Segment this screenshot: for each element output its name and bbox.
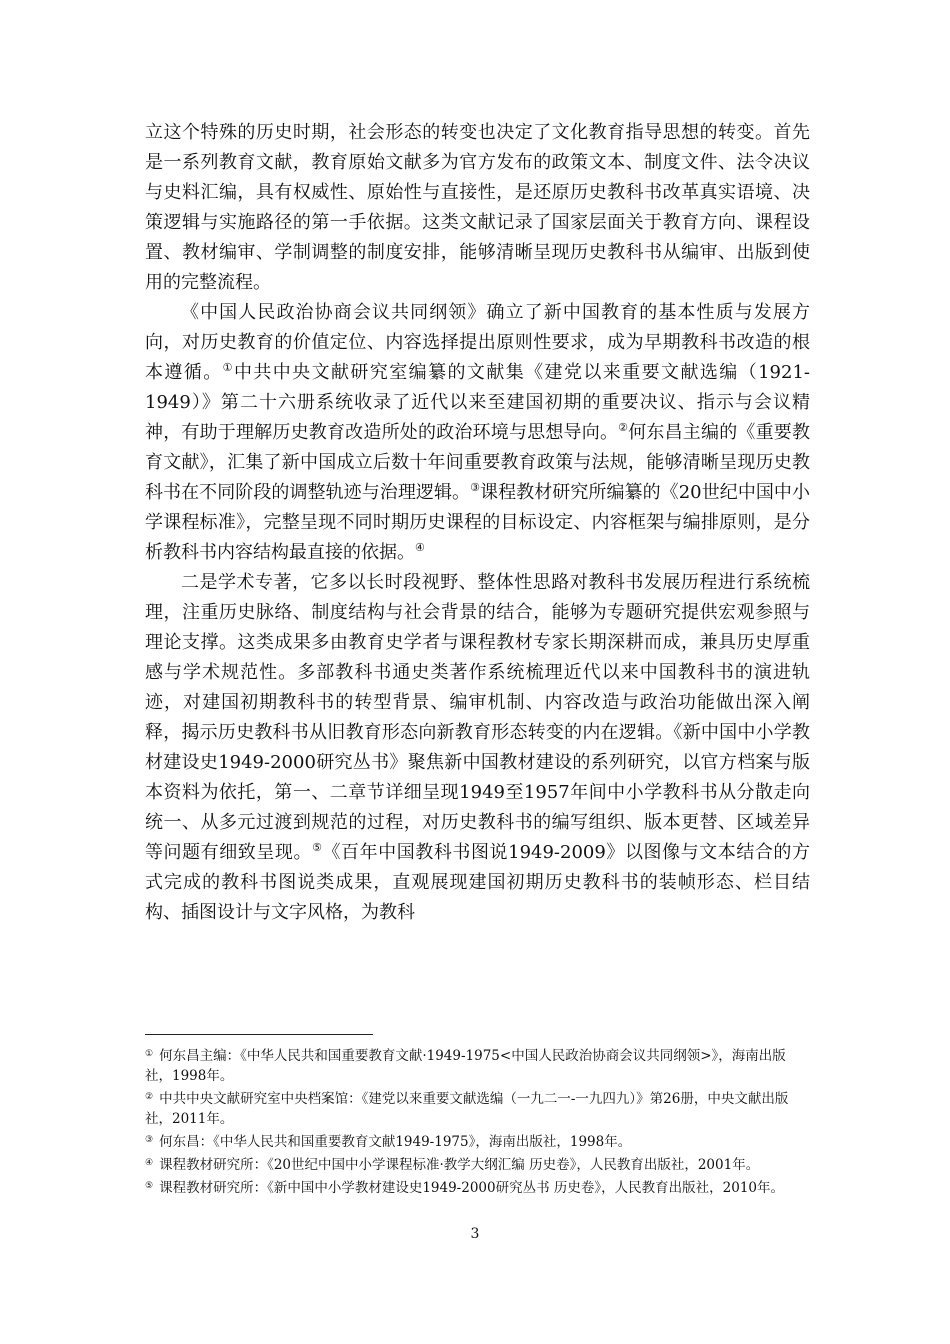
- footnote-text: 课程教材研究所：《20世纪中国中小学课程标准·教学大纲汇编 历史卷》，人民教育出版社，2001年。: [159, 1157, 760, 1173]
- footnote-text: 何东昌：《中华人民共和国重要教育文献1949-1975》，海南出版社，1998年。: [159, 1134, 632, 1150]
- paragraph-text: 《百年中国教科书图说1949-2009》以图像与文本结合的方式完成的教科书图说类成果，直观展现建国初期历史教科书的装帧形态、栏目结构、插图设计与文字风格，为教科: [145, 842, 810, 923]
- footnote-reference[interactable]: ②: [618, 421, 629, 434]
- paragraph-text: 何东昌主编的《重要教育文献》，汇集了新中国成立后数十年间重要教育政策与法规，能够清晰呈现历史教科书在不同阶段的调整轨迹与治理逻辑。: [145, 422, 810, 503]
- paragraph: [145, 118, 810, 298]
- paragraph-text: 立这个特殊的历史时期，社会形态的转变也决定了文化教育指导思想的转变。首先是一系列教育文献，教育原始文献多为官方发布的政策文本、制度文件、法令决议与史料汇编，具有权威性、原始性与直接性，是还原历史教科书改革真实语境、决策逻辑与实施路径的第一手依据。这类文献记录了国家层面关于教育方向、课程设置、教材编审、学制调整的制度安排，能够清晰呈现历史教科书从编审、出版到使用的完整流程。: [145, 122, 810, 293]
- footnote-text: 中共中央文献研究室中央档案馆：《建党以来重要文献选编（一九二一-一九四九）》第26册，中央文献出版社，2011年。: [145, 1091, 789, 1127]
- footnote-mark: ③: [145, 1135, 154, 1145]
- paragraph-text: 中共中央文献研究室编纂的文献集《建党以来重要文献选编（1921-1949）》第二十六册系统收录了近代以来至建国初期的重要决议、指示与会议精神，有助于理解历史教育改造所处的政治环境与思想导向。: [145, 362, 810, 443]
- footnote-reference[interactable]: ⑤: [312, 841, 323, 854]
- footnote-text: 何东昌主编：《中华人民共和国重要教育文献·1949-1975<中国人民政治协商会议共同纲领>》，海南出版社，1998年。: [145, 1048, 786, 1084]
- footnote: [145, 1087, 810, 1129]
- paragraph: [145, 298, 810, 568]
- footnote-separator: [145, 1034, 373, 1035]
- footnote: [145, 1176, 810, 1198]
- footnote-text: 课程教材研究所：《新中国中小学教材建设史1949-2000研究丛书 历史卷》，人民教育出版社，2010年。: [159, 1180, 784, 1196]
- footnote-mark: ⑤: [145, 1181, 154, 1191]
- footnote-mark: ④: [145, 1158, 154, 1168]
- footnote-reference[interactable]: ④: [415, 541, 425, 554]
- paragraph-text: 二是学术专著，它多以长时段视野、整体性思路对教科书发展历程进行系统梳理，注重历史脉络、制度结构与社会背景的结合，能够为专题研究提供宏观参照与理论支撑。这类成果多由教育史学者与课程教材专家长期深耕而成，兼具历史厚重感与学术规范性。多部教科书通史类著作系统梳理近代以来中国教科书的演进轨迹，对建国初期教科书的转型背景、编审机制、内容改造与政治功能做出深入阐释，揭示历史教科书从旧教育形态向新教育形态转变的内在逻辑。《新中国中小学教材建设史1949-2000研究丛书》聚焦新中国教材建设的系列研究，以官方档案与版本资料为依托，第一、二章节详细呈现1949至1957年间中小学教科书从分散走向统一、从多元过渡到规范的过程，对历史教科书的编写组织、版本更替、区域差异等问题有细致呈现。: [145, 572, 810, 863]
- footnote-reference[interactable]: ①: [222, 361, 234, 374]
- footnote-mark: ②: [145, 1092, 154, 1102]
- footnote-mark: ①: [145, 1049, 154, 1059]
- footnote: [145, 1044, 810, 1086]
- footnote: [145, 1153, 810, 1175]
- footnote: [145, 1130, 810, 1152]
- page-number: 3: [470, 1226, 480, 1242]
- paragraph-text: 《中国人民政治协商会议共同纲领》确立了新中国教育的基本性质与发展方向，对历史教育的价值定位、内容选择提出原则性要求，成为早期教科书改造的根本遵循。: [145, 302, 810, 383]
- paragraph: [145, 568, 810, 928]
- footnotes: [145, 1044, 810, 1199]
- footnote-reference[interactable]: ③: [470, 481, 481, 494]
- body-text: [145, 118, 810, 928]
- paragraph-text: 课程教材研究所编纂的《20世纪中国中小学课程标准》，完整呈现不同时期历史课程的目标设定、内容框架与编排原则，是分析教科书内容结构最直接的依据。: [145, 482, 810, 563]
